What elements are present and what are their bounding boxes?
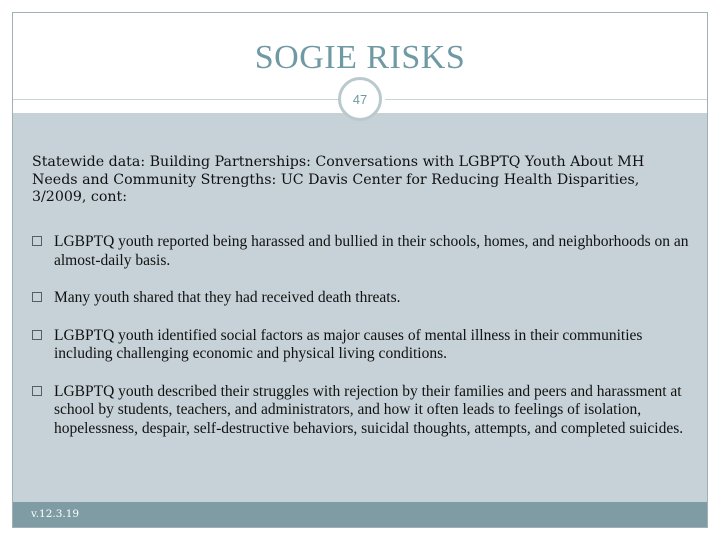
slide-number: 47 <box>352 91 368 107</box>
intro-text: Statewide data: Building Partnerships: Conversations with LGBPTQ Youth About MH Needs and Community Strengths: UC Davis Center for Reducing Health Disparities, 3/2009, cont: <box>32 154 645 205</box>
bullet-item <box>32 233 700 270</box>
content-panel <box>13 113 707 502</box>
bullet-text: Many youth shared that they had received death threats. <box>54 289 401 306</box>
title-divider-left <box>13 99 340 100</box>
title-divider-right <box>385 99 707 100</box>
bullet-item <box>32 327 700 364</box>
bullet-text: LGBPTQ youth reported being harassed and bullied in their schools, homes, and neighborhoods on an almost-daily basis. <box>54 233 689 269</box>
square-bullet-icon <box>32 386 42 396</box>
bullet-text: LGBPTQ youth identified social factors as major causes of mental illness in their communities including challenging economic and physical living conditions. <box>54 326 643 362</box>
bullet-item <box>32 289 700 308</box>
square-bullet-icon <box>32 292 42 302</box>
slide-title: SOGIE RISKS <box>254 39 466 76</box>
slide-number-badge <box>338 77 382 121</box>
square-bullet-icon <box>32 330 42 340</box>
bullet-item <box>32 383 700 439</box>
footer-band <box>13 502 707 527</box>
bullet-list <box>32 233 700 457</box>
square-bullet-icon <box>32 236 42 246</box>
bullet-text: LGBPTQ youth described their struggles with rejection by their families and peers and harassment at school by students, teachers, and administrators, and how it often leads to feelings of isolation, hopelessness, despair, self-destructive behaviors, suicidal thoughts, attempts, and completed suicides. <box>54 382 684 437</box>
version-label: v.12.3.19 <box>31 508 80 520</box>
